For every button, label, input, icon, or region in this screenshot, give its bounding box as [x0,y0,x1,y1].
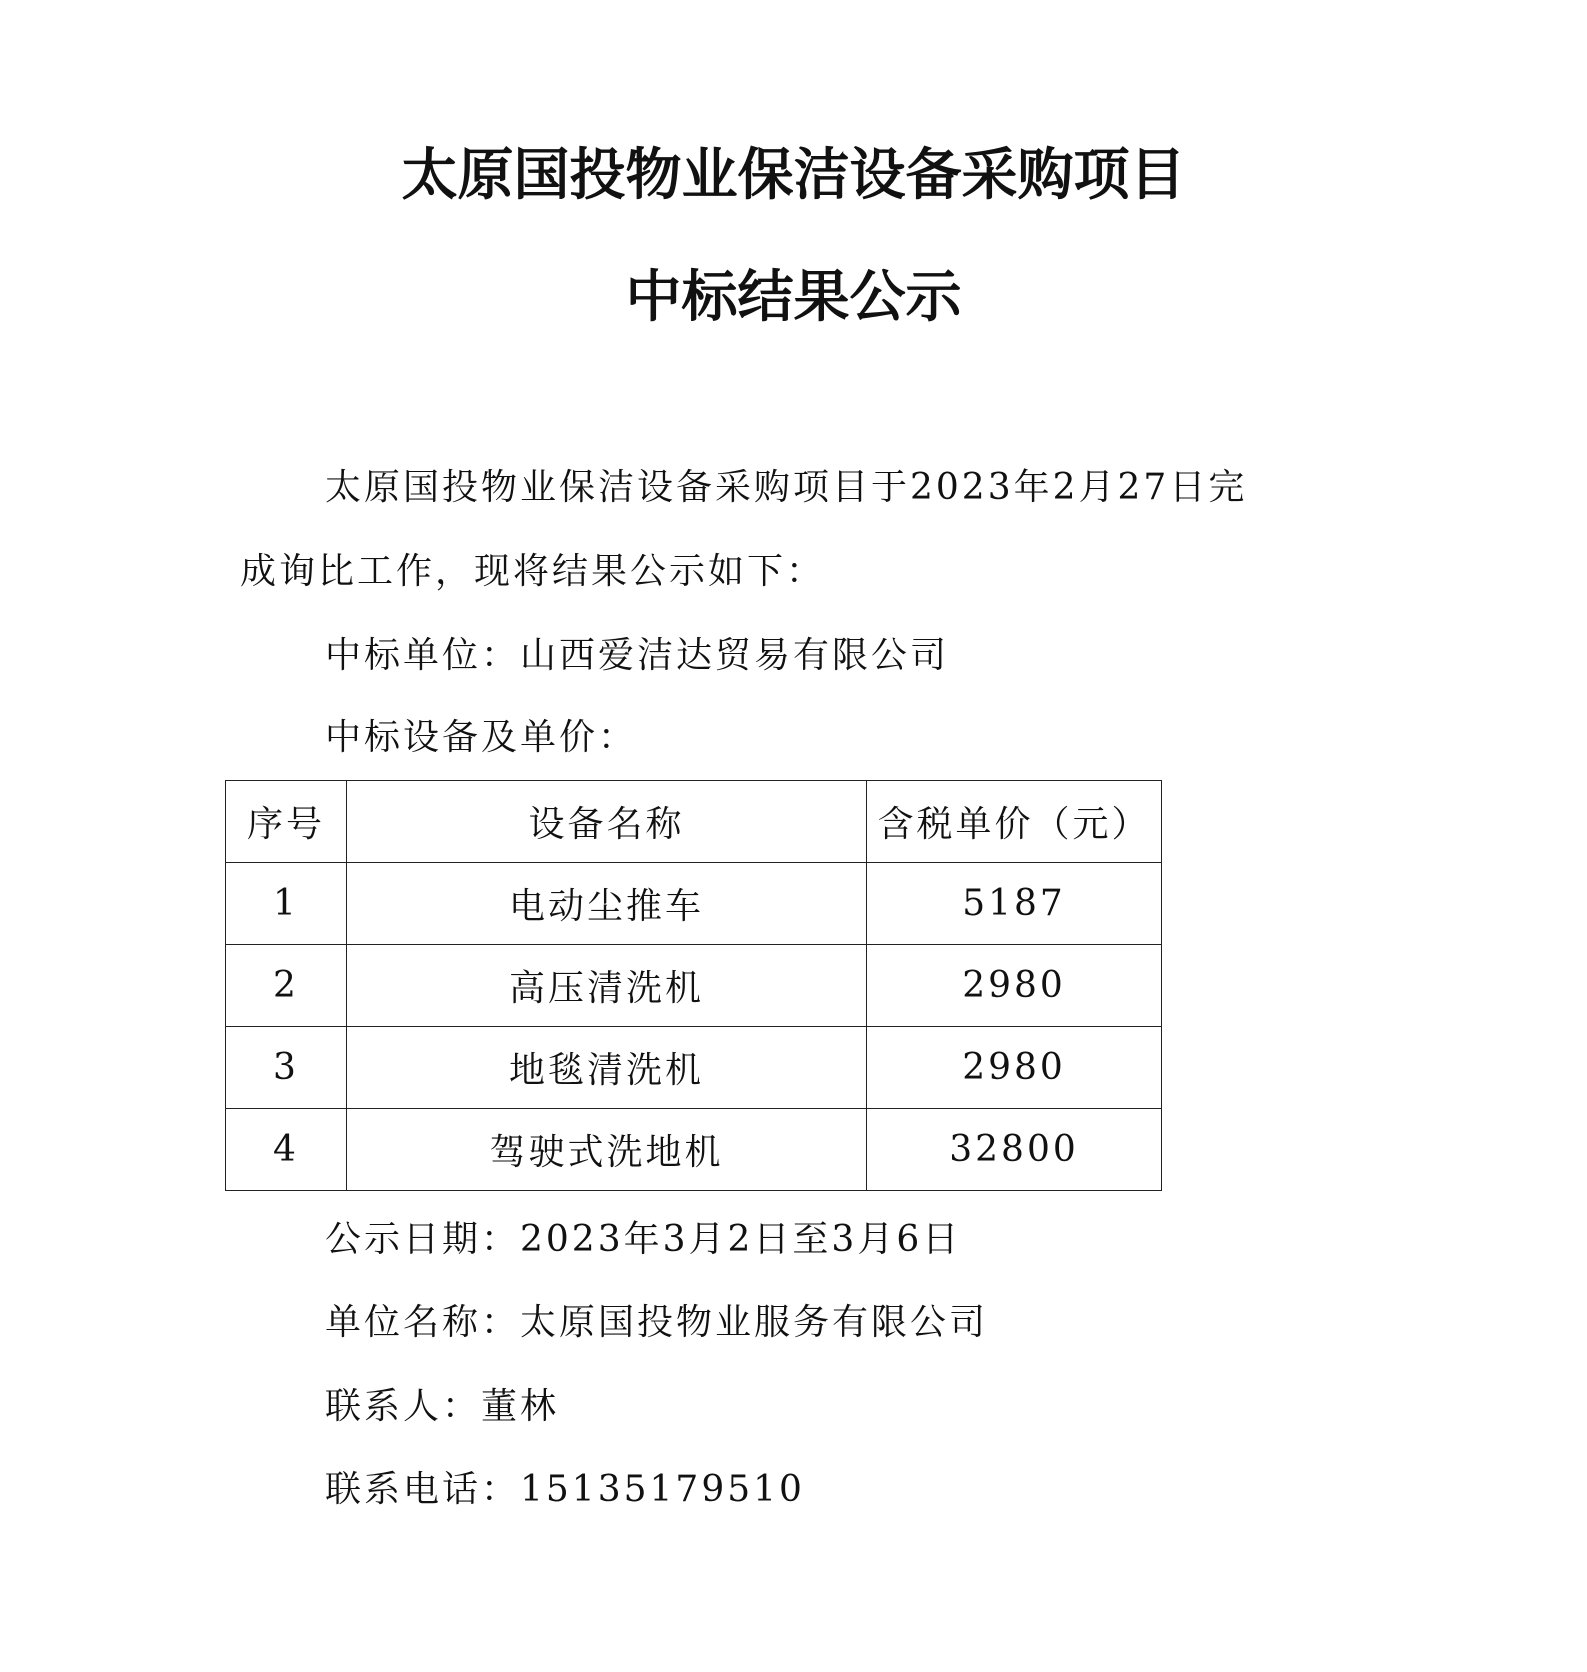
equipment-heading: 中标设备及单价： [325,717,638,758]
winning-bidder: 中标单位：山西爱洁达贸易有限公司 [325,635,950,676]
table-row [226,1109,1162,1191]
cell-serial: 1 [226,863,347,945]
contact-phone: 联系电话：15135179510 [325,1469,805,1510]
header-unit-price: 含税单价（元） [867,781,1162,863]
cell-serial: 3 [226,1027,347,1109]
cell-equipment-name: 电动尘推车 [347,863,867,945]
document-subtitle: 中标结果公示 [625,265,962,330]
cell-unit-price: 32800 [867,1109,1162,1191]
cell-unit-price: 2980 [867,1027,1162,1109]
cell-equipment-name: 驾驶式洗地机 [347,1109,867,1191]
cell-unit-price: 5187 [867,863,1162,945]
table-row [226,863,1162,945]
equipment-table [225,780,1162,1191]
document-title: 太原国投物业保洁设备采购项目 [401,143,1186,208]
header-equipment-name: 设备名称 [347,781,867,863]
cell-equipment-name: 地毯清洗机 [347,1027,867,1109]
intro-line-2: 成询比工作，现将结果公示如下： [240,551,826,592]
table-header-row [226,781,1162,863]
header-serial: 序号 [226,781,347,863]
table-row [226,1027,1162,1109]
cell-equipment-name: 高压清洗机 [347,945,867,1027]
cell-serial: 2 [226,945,347,1027]
intro-line-1: 太原国投物业保洁设备采购项目于2023年2月27日完 [325,467,1248,508]
cell-serial: 4 [226,1109,347,1191]
table-row [226,945,1162,1027]
cell-unit-price: 2980 [867,945,1162,1027]
publicity-period: 公示日期：2023年3月2日至3月6日 [325,1219,962,1260]
contact-person: 联系人：董林 [325,1386,560,1427]
organization-name: 单位名称：太原国投物业服务有限公司 [325,1302,989,1343]
